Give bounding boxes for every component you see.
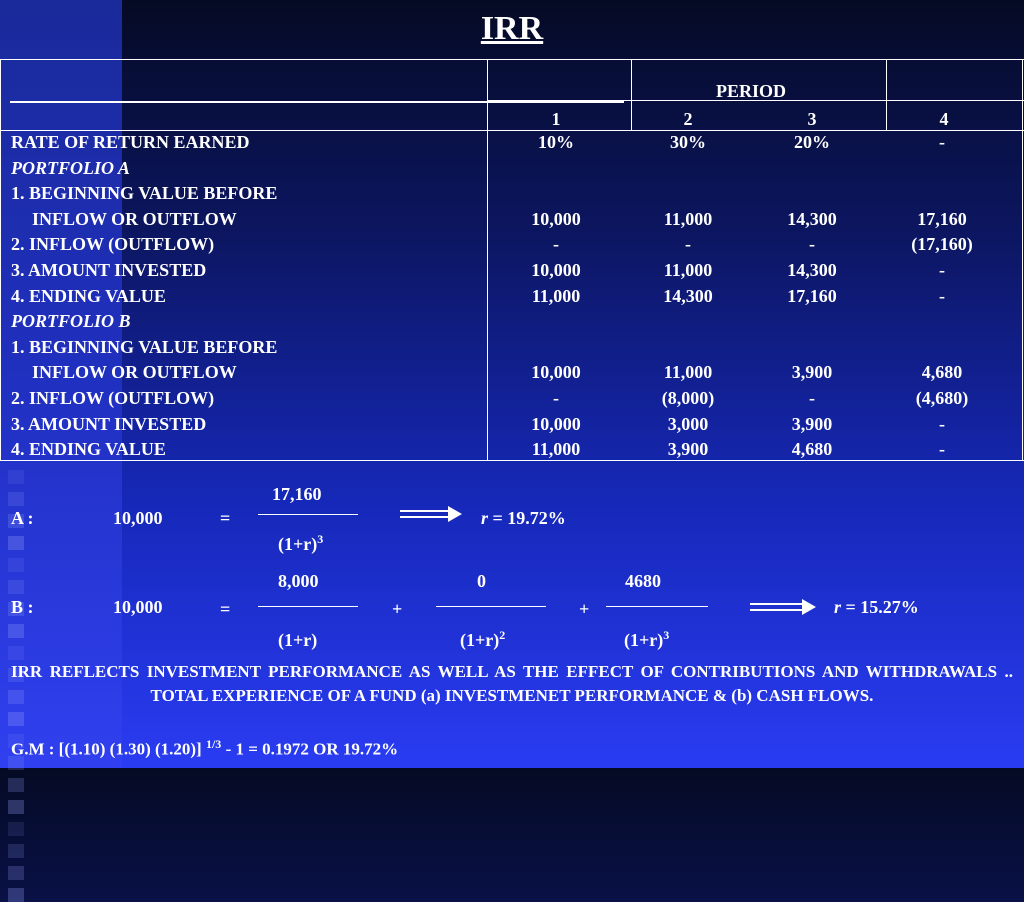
- row-label: PORTFOLIO B: [11, 311, 131, 331]
- term-1-denominator: (1+r): [278, 630, 318, 650]
- table-cell: 10,000: [531, 362, 581, 382]
- formula-b-label: B :: [11, 597, 34, 617]
- formula-a-label: A :: [11, 508, 34, 528]
- band-square: [8, 866, 24, 880]
- period-2: 2: [683, 109, 693, 129]
- table-cell: -: [939, 439, 945, 459]
- period-3: 3: [807, 109, 817, 129]
- period-4: 4: [939, 109, 949, 129]
- table-cell: 3,900: [791, 414, 833, 434]
- formula-a-lhs: 10,000: [113, 508, 163, 528]
- row-label: 1. BEGINNING VALUE BEFORE: [11, 183, 278, 203]
- table-cell: 10,000: [531, 260, 581, 280]
- arrow-a-icon: [400, 505, 462, 523]
- table-cell: -: [939, 286, 945, 306]
- row-label: PORTFOLIO A: [11, 158, 130, 178]
- table-cell: 11,000: [663, 209, 713, 229]
- row-label: 2. INFLOW (OUTFLOW): [11, 234, 215, 254]
- table-cell: -: [685, 234, 691, 254]
- plus-2: +: [579, 599, 590, 619]
- band-square: [8, 646, 24, 660]
- table-cell: 3,900: [791, 362, 833, 382]
- formula-a-result: r = 19.72%: [481, 508, 566, 528]
- table-cell: 17,160: [787, 286, 837, 306]
- table-cell: 14,300: [663, 286, 713, 306]
- formula-a-fraction-bar: [258, 514, 358, 515]
- band-square: [8, 778, 24, 792]
- table-cell: (17,160): [911, 234, 973, 254]
- term-2-denominator: $(1+r)^2$: [460, 628, 506, 650]
- row-label: 1. BEGINNING VALUE BEFORE: [11, 337, 278, 357]
- row-label: RATE OF RETURN EARNED: [11, 132, 250, 152]
- row-label: INFLOW OR OUTFLOW: [32, 209, 237, 229]
- table-cell: -: [939, 414, 945, 434]
- table-bottom-border: [0, 460, 1024, 461]
- row-label: 3. AMOUNT INVESTED: [11, 414, 207, 434]
- formula-b-lhs: 10,000: [113, 597, 163, 617]
- column-divider-1: [487, 59, 488, 461]
- table-cell: 4,680: [791, 439, 833, 459]
- plus-1: +: [392, 599, 403, 619]
- left-decorative-band: [0, 0, 122, 768]
- table-cell: -: [939, 260, 945, 280]
- geometric-mean-line: G.M : [(1.10) (1.30) (1.20)] $^{1/3}$ - 1 = 0.1972 OR 19.72%: [11, 737, 399, 759]
- table-cell: -: [553, 388, 559, 408]
- formula-a-numerator: 17,160: [272, 484, 322, 504]
- term-2-fraction-bar: [436, 606, 546, 607]
- band-square: [8, 624, 24, 638]
- band-square: [8, 712, 24, 726]
- row-label: 3. AMOUNT INVESTED: [11, 260, 207, 280]
- table-cell: -: [809, 234, 815, 254]
- term-2-numerator: 0: [477, 571, 486, 591]
- table-cell: 14,300: [787, 209, 837, 229]
- table-right-border: [1022, 59, 1023, 461]
- band-square: [8, 888, 24, 902]
- table-cell: 10,000: [531, 209, 581, 229]
- term-1-fraction-bar: [258, 606, 358, 607]
- band-square: [8, 536, 24, 550]
- table-left-border: [0, 59, 1, 461]
- table-cell: 11,000: [531, 439, 581, 459]
- band-square: [8, 844, 24, 858]
- table-cell: 30%: [670, 132, 706, 152]
- term-3-denominator: $(1+r)^3$: [624, 628, 670, 650]
- band-square: [8, 580, 24, 594]
- table-cell: -: [553, 234, 559, 254]
- table-cell: -: [939, 132, 945, 152]
- formula-b-result: r = 15.27%: [834, 597, 919, 617]
- irr-explanation: IRR REFLECTS INVESTMENT PERFORMANCE AS WELL AS THE EFFECT OF CONTRIBUTIONS AND WITHDRAWALS .. TOTAL EXPERIENCE OF A FUND (a) INVESTMENET PERFORMANCE & (b) CASH FLOWS.: [11, 662, 1013, 705]
- table-cell: 10,000: [531, 414, 581, 434]
- band-square: [8, 800, 24, 814]
- band-square: [8, 492, 24, 506]
- header-underline: [10, 101, 624, 103]
- band-square: [8, 822, 24, 836]
- table-cell: 11,000: [663, 362, 713, 382]
- band-square: [8, 558, 24, 572]
- slide-title: IRR: [480, 10, 544, 47]
- term-3-numerator: 4680: [625, 571, 661, 591]
- table-cell: 3,000: [667, 414, 709, 434]
- period-header: PERIOD: [716, 81, 787, 101]
- table-top-border: [0, 59, 1024, 60]
- table-cell: 20%: [794, 132, 830, 152]
- row-label: INFLOW OR OUTFLOW: [32, 362, 237, 382]
- formula-a-equals: =: [220, 508, 231, 528]
- term-3-fraction-bar: [606, 606, 708, 607]
- period-1: 1: [551, 109, 561, 129]
- table-cell: 17,160: [917, 209, 967, 229]
- table-cell: 11,000: [531, 286, 581, 306]
- table-cell: 4,680: [921, 362, 963, 382]
- table-cell: (4,680): [915, 388, 969, 408]
- table-cell: 10%: [538, 132, 574, 152]
- band-square: [8, 470, 24, 484]
- row-label: 4. ENDING VALUE: [11, 439, 166, 459]
- arrow-b-icon: [750, 598, 816, 616]
- table-cell: 14,300: [787, 260, 837, 280]
- formula-a-denominator: $(1+r)^3$: [278, 532, 324, 554]
- table-cell: (8,000): [661, 388, 715, 408]
- table-cell: 3,900: [667, 439, 709, 459]
- row-label: 2. INFLOW (OUTFLOW): [11, 388, 215, 408]
- term-1-numerator: 8,000: [278, 571, 319, 591]
- table-cell: 11,000: [663, 260, 713, 280]
- row-label: 4. ENDING VALUE: [11, 286, 166, 306]
- table-cell: -: [809, 388, 815, 408]
- formula-b-equals: =: [220, 599, 231, 619]
